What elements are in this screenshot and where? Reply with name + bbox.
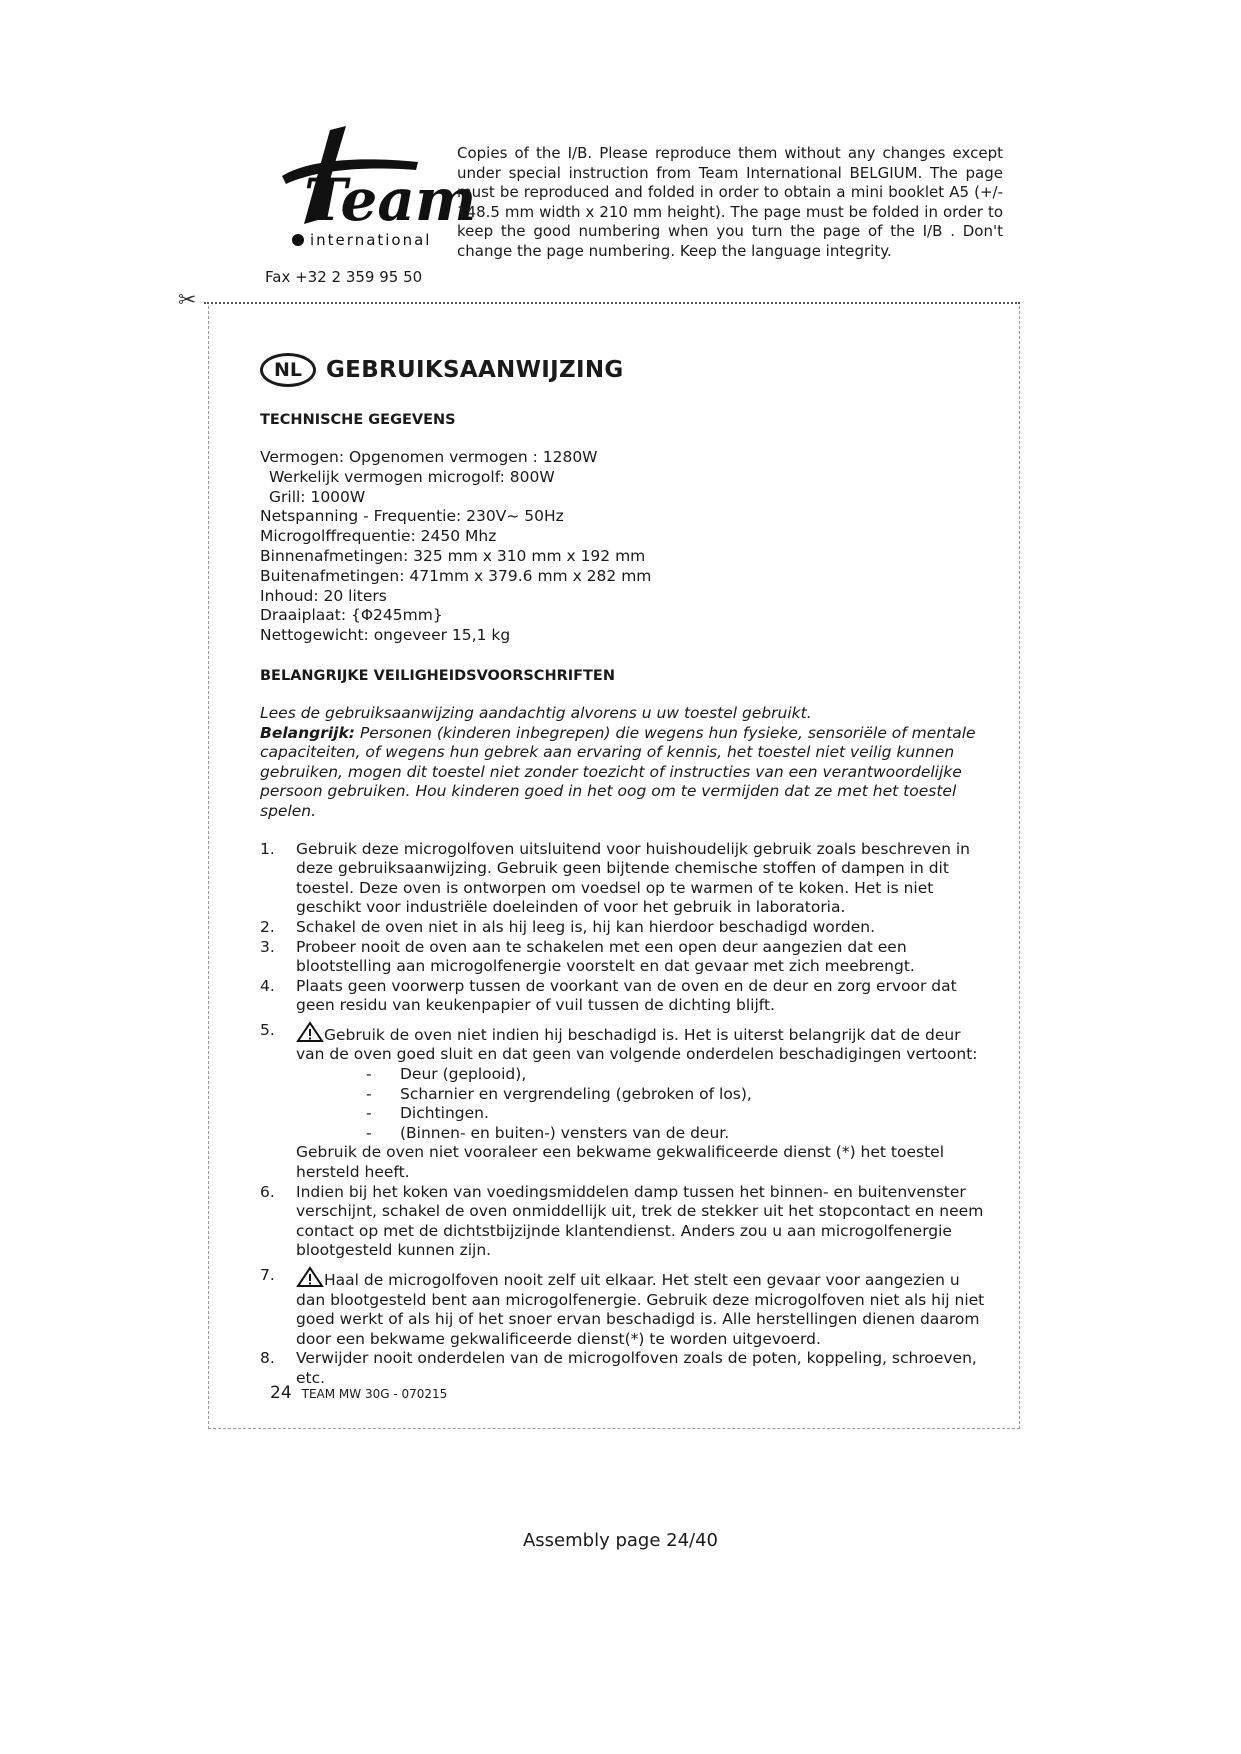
item-text: Probeer nooit de oven aan te schakelen met een open deur aangezien dat een blootstelling aan microgolfenergie voorstelt en dat gevaar met zich meebrengt. (296, 937, 915, 976)
item-number: 1. (260, 839, 275, 858)
spec-line: Microgolffrequentie: 2450 Mhz (260, 527, 497, 546)
model-code: TEAM MW 30G - 070215 (301, 1387, 448, 1401)
booklet-content (260, 350, 990, 1389)
item-number: 3. (260, 937, 275, 956)
page-number: 24 (270, 1383, 292, 1403)
page-footer (270, 1383, 447, 1403)
item-number: 6. (260, 1182, 275, 1201)
spec-line: Netspanning - Frequentie: 230V~ 50Hz (260, 507, 564, 526)
intro-important-text: Personen (kinderen inbegrepen) die wegens hun fysieke, sensoriële of mentale capaciteiten, of wegens hun gebrek aan ervaring of kennis, het toestel niet veilig kunnen gebruiken, mogen dit toestel niet zonder toezicht of instructies van een verantwoordelijke persoon gebruiken. Hou kinderen goed in het oog om te vermijden dat ze met het toestel spelen. (260, 723, 976, 820)
spec-line: Nettogewicht: ongeveer 15,1 kg (260, 626, 511, 645)
spec-line: Grill: 1000W (269, 487, 366, 506)
safety-heading: BELANGRIJKE VEILIGHEIDSVOORSCHRIFTEN (260, 667, 615, 684)
assembly-page-label: Assembly page 24/40 (522, 1530, 719, 1551)
list-item (260, 938, 990, 977)
warning-icon (296, 1266, 324, 1288)
list-item (260, 1021, 990, 1183)
list-item (260, 1266, 990, 1349)
reproduction-instructions: Copies of the I/B. Please reproduce them without any changes except under special instruction from Team International BELGIUM. The page must be reproduced and folded in order to obtain a mini booklet A5 (+/- 148.5 mm width x 210 mm height). The page must be folded in order to keep the good numbering when you turn the page of the I/B . Don't change the page numbering. Keep the language integrity. (457, 144, 1003, 260)
title-row (260, 350, 990, 390)
fax-number: Fax +32 2 359 95 50 (265, 268, 423, 286)
language-badge: NL (260, 353, 316, 387)
spec-line: Binnenafmetingen: 325 mm x 310 mm x 192 mm (260, 546, 646, 565)
intro-read-manual: Lees de gebruiksaanwijzing aandachtig alvorens u uw toestel gebruikt. (260, 703, 812, 722)
dash-text: (Binnen- en buiten-) vensters van de deur. (400, 1123, 730, 1142)
spec-line: Inhoud: 20 liters (260, 586, 387, 605)
logo-wordmark: Team (304, 166, 477, 234)
list-item (260, 840, 990, 918)
item-text: Indien bij het koken van voedingsmiddelen damp tussen het binnen- en buitenvenster verschijnt, schakel de oven onmiddellijk uit, trek de stekker uit het stopcontact en neem contact op met de dichtstbijzijnde klantendienst. Anders zou u aan microgolfenergie blootgesteld kunnen zijn. (296, 1182, 984, 1260)
item-text: Gebruik de oven niet indien hij beschadigd is. Het is uiterst belangrijk dat de deur van de oven goed sluit en dat geen van volgende onderdelen beschadigingen vertoont: (296, 1025, 978, 1064)
intro-important-label: Belangrijk: (260, 723, 356, 742)
dash-marker: - (366, 1084, 372, 1103)
cut-line (204, 302, 1020, 304)
list-item (260, 1183, 990, 1261)
spec-list (260, 448, 990, 646)
dash-text: Dichtingen. (400, 1104, 489, 1123)
item-text: Haal de microgolfoven nooit zelf uit elkaar. Het stelt een gevaar voor aangezien u dan blootgesteld bent aan microgolfenergie. Gebruik deze microgolfoven niet als hij niet goed werkt of als hij of het snoer ervan beschadigd is. Alle herstellingen dienen daarom door een bekwame gekwalificeerde dienst(*) te worden uitgevoerd. (296, 1271, 985, 1348)
item-number: 4. (260, 976, 275, 995)
list-item (366, 1124, 990, 1144)
spec-line: Werkelijk vermogen microgolf: 800W (269, 467, 555, 486)
dash-text: Deur (geplooid), (400, 1065, 527, 1084)
item-number: 8. (260, 1349, 275, 1368)
dash-marker: - (366, 1123, 372, 1142)
item-number: 7. (260, 1266, 275, 1284)
spec-line: Draaiplaat: {Φ245mm} (260, 606, 443, 625)
safety-intro (260, 704, 990, 822)
list-item (366, 1065, 990, 1085)
dash-marker: - (366, 1065, 372, 1084)
item-text: Schakel de oven niet in als hij leeg is, hij kan hierdoor beschadigd worden. (296, 917, 876, 936)
item-text: Plaats geen voorwerp tussen de voorkant van de oven en de deur en zorg ervoor dat geen residu van keukenpapier of vuil tussen de dichting blijft. (296, 976, 957, 1015)
item-body (296, 1266, 990, 1349)
list-item (366, 1104, 990, 1124)
spec-line: Buitenafmetingen: 471mm x 379.6 mm x 282 mm (260, 566, 652, 585)
technical-data-heading: TECHNISCHE GEGEVENS (260, 412, 456, 428)
logo-subtext: international (310, 231, 432, 249)
damaged-parts-list (366, 1065, 990, 1143)
dash-text: Scharnier en vergrendeling (gebroken of los), (400, 1084, 752, 1103)
scissors-icon: ✂ (178, 288, 197, 313)
item-body (296, 1021, 990, 1183)
list-item (366, 1085, 990, 1105)
warning-icon (296, 1021, 324, 1043)
item-number: 5. (260, 1020, 275, 1039)
document-title: GEBRUIKSAANWIJZING (326, 357, 624, 383)
item-text-after: Gebruik de oven niet vooraleer een bekwame gekwalificeerde dienst (*) het toestel hersteld heeft. (296, 1143, 945, 1182)
list-item (260, 977, 990, 1016)
spec-line: Vermogen: Opgenomen vermogen : 1280W (260, 448, 598, 466)
team-international-logo (268, 124, 477, 254)
list-item (260, 918, 990, 938)
item-text: Verwijder nooit onderdelen van de microgolfoven zoals de poten, koppeling, schroeven, etc. (296, 1349, 977, 1387)
dash-marker: - (366, 1104, 372, 1123)
item-text: Gebruik deze microgolfoven uitsluitend voor huishoudelijk gebruik zoals beschreven in deze gebruiksaanwijzing. Gebruik geen bijtende chemische stoffen of dampen in dit toestel. Deze oven is ontworpen om voedsel op te warmen of te koken. Het is niet geschikt voor industriële doeleinden of voor het gebruik in laboratoria. (296, 839, 970, 917)
item-number: 2. (260, 917, 275, 936)
safety-rules-list (260, 840, 990, 1389)
